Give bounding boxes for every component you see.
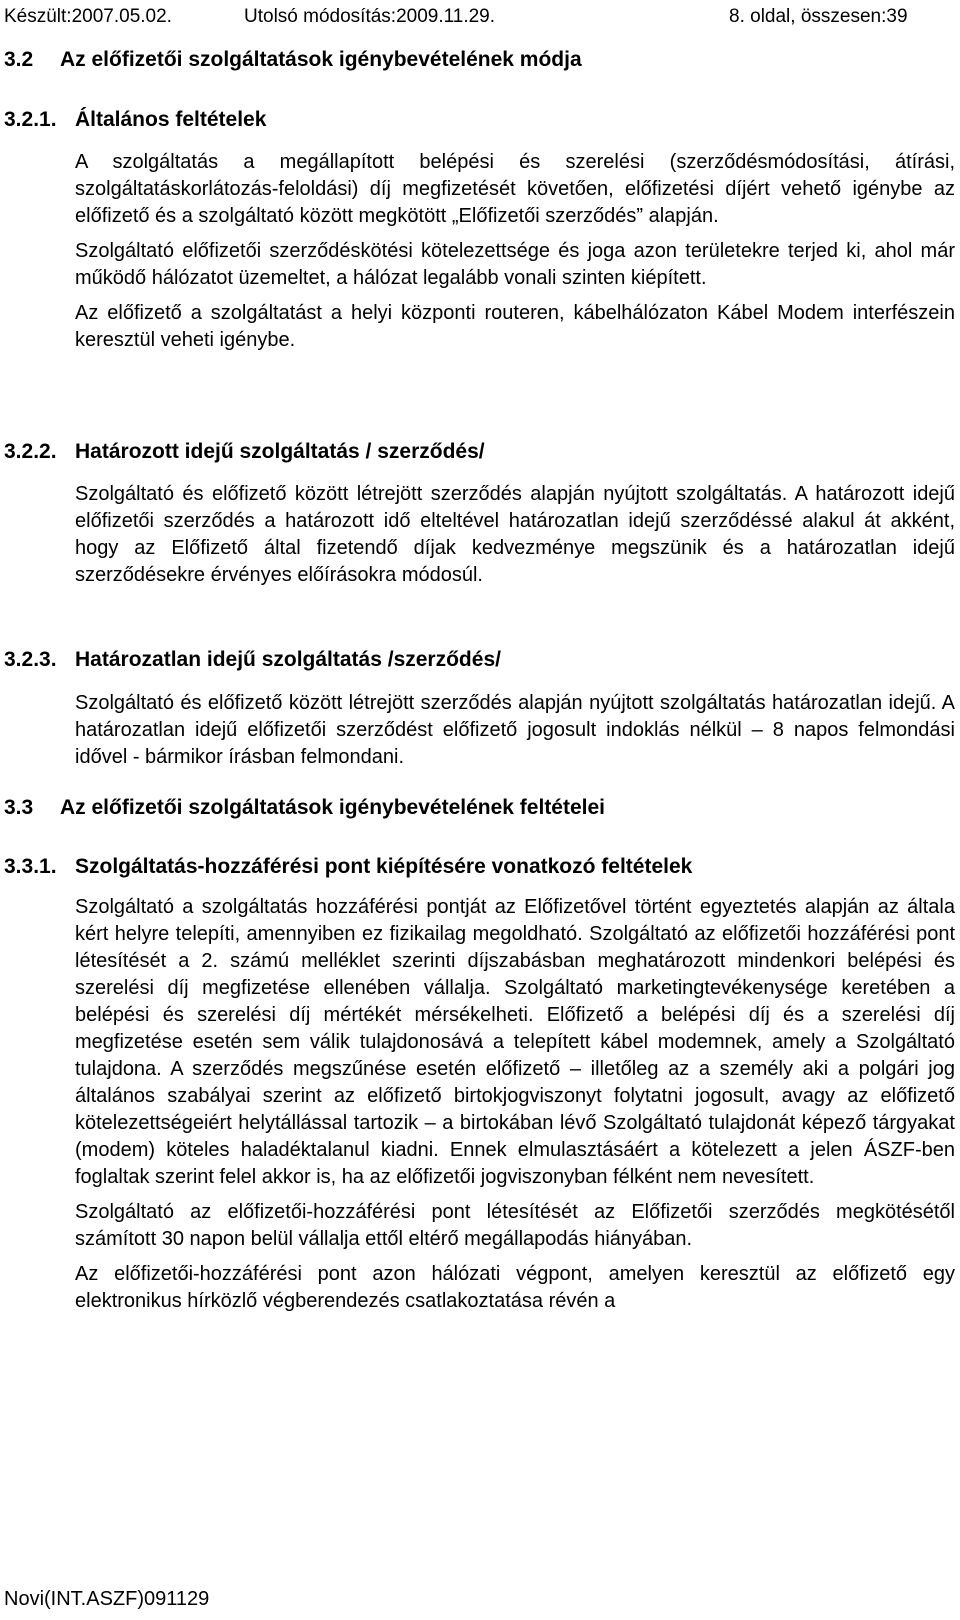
paragraph: Szolgáltató és előfizető között létrejött szerződés alapján nyújtott szolgáltatás határozatlan idejű. A határozatlan idejű előfizetői szerződést előfizető jogosult indoklás nélkül – 8 napos felmondási idővel - bármikor írásban felmondani. [75,692,955,768]
section-title-text: Határozott idejű szolgáltatás / szerződés/ [75,440,485,463]
section-heading-3-2 [4,48,582,72]
section-heading-3-3-1 [4,855,692,879]
section-title-text: Szolgáltatás-hozzáférési pont kiépítésére vonatkozó feltételek [75,855,693,878]
paragraph: Az előfizető a szolgáltatást a helyi központi routeren, kábelhálózaton Kábel Modem interfészein keresztül veheti igénybe. [75,302,955,351]
section-number: 3.2 [4,48,34,71]
modified-date: Utolsó módosítás:2009.11.29. [244,6,496,27]
page-footer: Novi(INT.ASZF)091129 [4,1588,210,1610]
page-header [0,6,960,30]
paragraph: A szolgáltatás a megállapított belépési és szerelési (szerződésmódosítási, átírási, szolgáltatáskorlátozás-feloldási) díj megfizetését követően, előfizetési díjért vehető igénybe az előfizető és a szolgáltató között megkötött „Előfizetői szerződés” alapján. [75,151,955,227]
paragraph: Szolgáltató és előfizető között létrejött szerződés alapján nyújtott szolgáltatás. A határozott idejű előfizetői szerződés a határozott idő elteltével határozatlan idejű szerződéssé alakul át akként, hogy az Előfizető által fizetendő díjak kedvezménye megszünik és a határozatlan idejű szerződésekre érvényes előírásokra módosúl. [75,483,955,586]
page-counter: 8. oldal, összesen:39 [729,6,908,27]
section-body-3-3-1 [75,894,955,1323]
section-heading-3-2-1 [4,108,266,132]
created-date: Készült:2007.05.02. [4,6,172,27]
section-number: 3.2.3. [4,648,57,671]
section-heading-3-2-3 [4,648,501,672]
section-number: 3.2.2. [4,440,57,463]
section-title-text: Általános feltételek [75,108,267,131]
section-title-text: Az előfizetői szolgáltatások igénybevételének feltételei [60,796,606,819]
paragraph: Az előfizetői-hozzáférési pont azon hálózati végpont, amelyen keresztül az előfizető egy elektronikus hírközlő végberendezés csatlakoztatása révén a [75,1263,955,1312]
section-heading-3-3 [4,796,605,820]
paragraph: Szolgáltató a szolgáltatás hozzáférési pontját az Előfizetővel történt egyeztetés alapján az általa kért helyre telepíti, amennyiben ez fizikailag megoldható. Szolgáltató az előfizetői hozzáférési pont létesítését a 2. számú melléklet szerinti díjszabásban meghatározott mindenkori belépési és szerelési díj megfizetése ellenében vállalja. Szolgáltató marketingtevékenysége keretében a belépési és szerelési díj mértékét mérsékelheti. Előfizető a belépési díj és a szerelési díj megfizetése esetén sem válik tulajdonosává a telepített kábel modemnek, amely a Szolgáltató tulajdona. A szerződés megszűnése esetén előfizető – illetőleg az a személy aki a polgári jog általános szabályai szerint az előfizető birtokjogviszonyt folytatni jogosult, avagy az előfizető kötelezettségeiért helytállással tartozik – a birtokában lévő Szolgáltató tulajdonát képező tárgyakat (modem) köteles haladéktalanul kiadni. Ennek elmulasztásáért a kötelezett a jelen ÁSZF-ben foglaltak szerint felel akkor is, ha az előfizetői jogviszonyban félként nem nevesített. [75,896,955,1188]
section-title-text: Határozatlan idejű szolgáltatás /szerződés/ [75,648,501,671]
section-body-3-2-3 [75,690,955,779]
paragraph: Szolgáltató az előfizetői-hozzáférési pont létesítését az Előfizetői szerződés megkötésétől számított 30 napon belül vállalja ettől eltérő megállapodás hiányában. [75,1201,955,1250]
paragraph: Szolgáltató előfizetői szerződéskötési kötelezettsége és joga azon területekre terjed ki, ahol már működő hálózatot üzemeltet, a hálózat legalább vonali szinten kiépített. [75,240,955,289]
section-number: 3.3.1. [4,855,57,878]
section-body-3-2-2 [75,481,955,597]
section-heading-3-2-2 [4,440,485,464]
section-title-text: Az előfizetői szolgáltatások igénybevételének módja [60,48,582,71]
section-number: 3.3 [4,796,34,819]
section-number: 3.2.1. [4,108,57,131]
section-body-3-2-1 [75,149,955,362]
